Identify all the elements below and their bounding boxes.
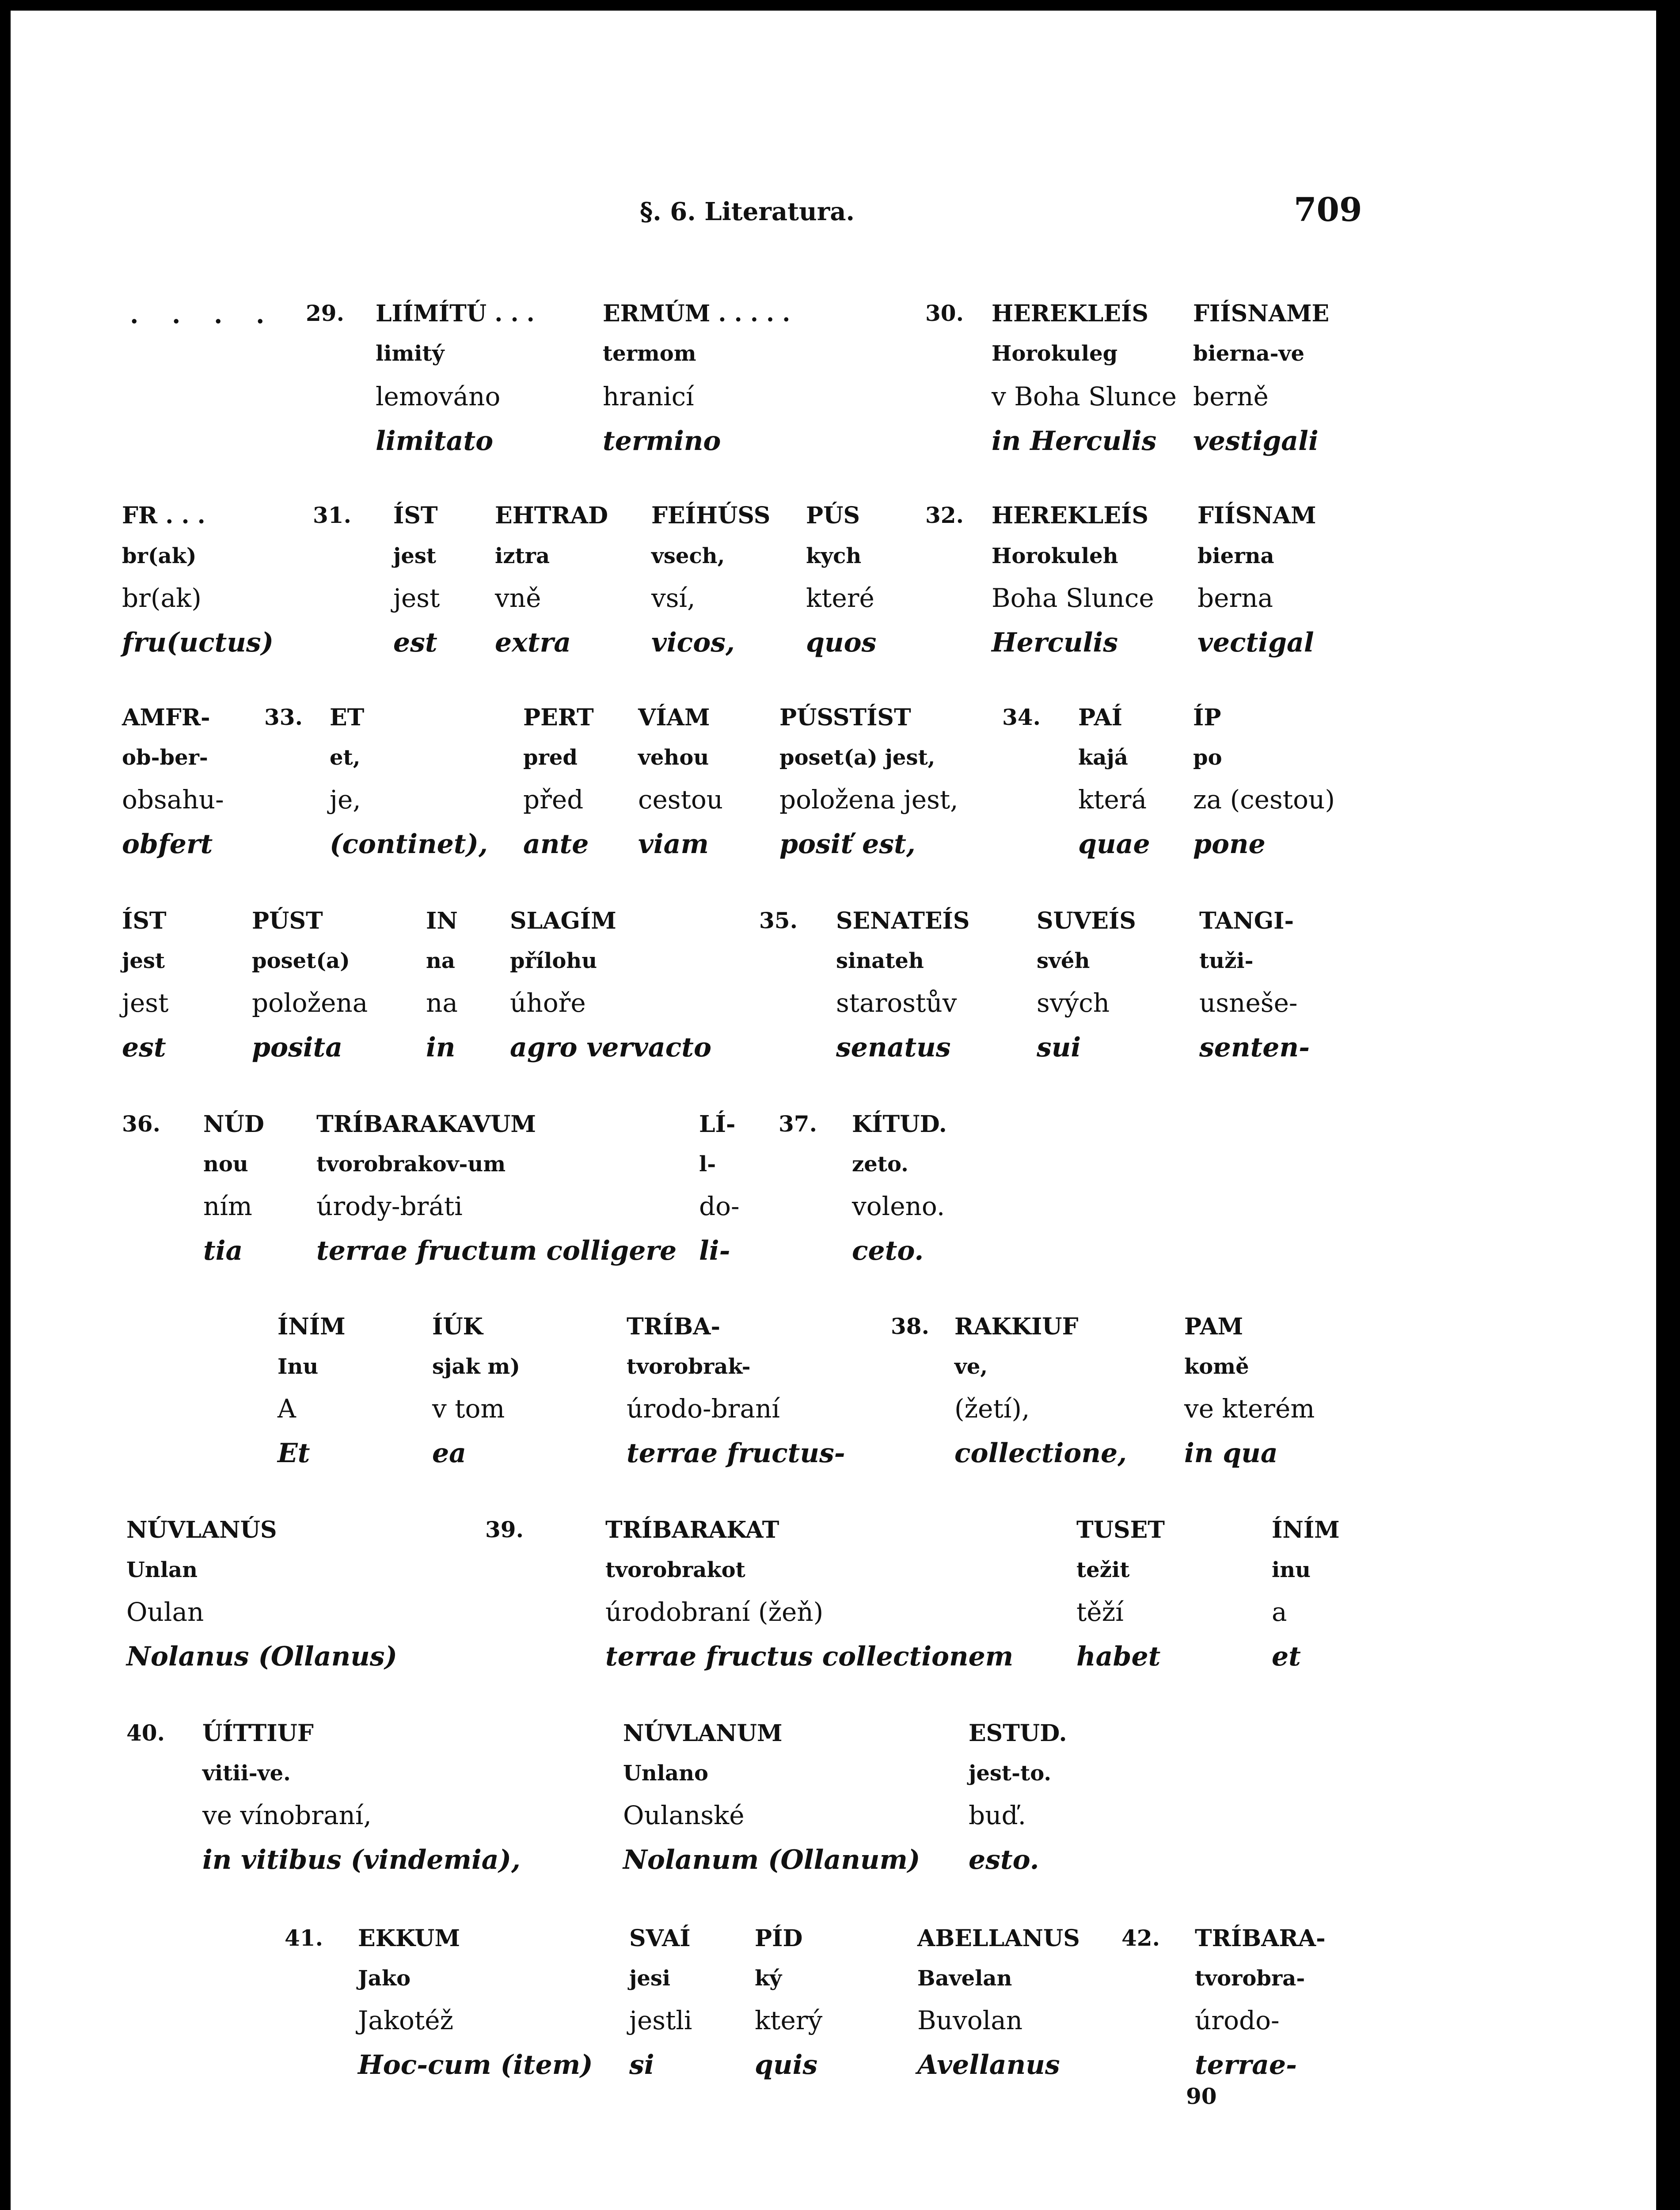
czech-translation: hranicí (603, 381, 694, 412)
oscan-word: LIÍMÍTÚ . . . (376, 300, 535, 327)
transliteration: tvorobrak- (627, 1354, 751, 1379)
transliteration: Unlan (126, 1558, 198, 1582)
oscan-word: ESTUD. (969, 1720, 1067, 1747)
oscan-word: IN (426, 907, 458, 934)
oscan-word: PÍD (755, 1925, 803, 1952)
transliteration: nou (203, 1152, 248, 1177)
oscan-word: TRÍBARAKAT (605, 1517, 779, 1543)
latin-translation: posita (252, 1032, 343, 1063)
czech-translation: br(ak) (122, 583, 201, 613)
czech-translation: ním (203, 1191, 252, 1221)
transliteration: bierna-ve (1193, 341, 1304, 366)
transliteration: jest (122, 949, 165, 973)
transliteration: Horokuleh (992, 544, 1118, 568)
latin-translation: in Herculis (992, 426, 1157, 457)
czech-translation: úrodo- (1195, 2005, 1280, 2035)
transliteration: komě (1184, 1354, 1249, 1379)
latin-translation: terrae fructus collectionem (605, 1641, 1014, 1672)
latin-translation: Avellanus (917, 2050, 1060, 2080)
section-number-30: 30. (925, 300, 964, 326)
czech-translation: úrody-bráti (316, 1191, 463, 1221)
transliteration: sjak m) (432, 1354, 520, 1379)
oscan-word: TRÍBARAKAVUM (316, 1111, 536, 1138)
latin-translation: Nolanus (Ollanus) (126, 1641, 397, 1672)
oscan-word: TRÍBA- (627, 1313, 721, 1340)
latin-translation: ea (432, 1438, 467, 1469)
oscan-word: ÍNÍM (277, 1313, 346, 1340)
transliteration: na (426, 949, 455, 973)
czech-translation: vsí, (651, 583, 696, 613)
oscan-word: TANGI- (1199, 907, 1294, 934)
transliteration: ký (755, 1966, 782, 1991)
oscan-word: ERMÚM . . . . . (603, 300, 791, 327)
oscan-word: RAKKIUF (954, 1313, 1079, 1340)
czech-translation: vně (495, 583, 541, 613)
latin-translation: tia (203, 1235, 243, 1266)
transliteration: jesi (629, 1966, 671, 1991)
czech-translation: těží (1076, 1597, 1124, 1627)
oscan-word: EKKUM (358, 1925, 460, 1952)
latin-translation: limitato (376, 426, 494, 457)
oscan-word: KÍTUD. (852, 1111, 947, 1138)
latin-translation: vestigali (1193, 426, 1319, 457)
oscan-word: ET (330, 704, 365, 731)
oscan-word: NÚD (203, 1111, 264, 1138)
transliteration: sinateh (836, 949, 924, 973)
transliteration: iztra (495, 544, 550, 568)
oscan-word: SENATEÍS (836, 907, 970, 934)
transliteration: vsech, (651, 544, 725, 568)
czech-translation: svých (1037, 988, 1110, 1018)
czech-translation: starostův (836, 988, 957, 1018)
oscan-word: ÍST (122, 907, 167, 934)
czech-translation: obsahu- (122, 785, 224, 815)
transliteration: Jako (358, 1966, 411, 1991)
ellipsis: . . . . (130, 300, 277, 329)
oscan-word: ABELLANUS (917, 1925, 1080, 1952)
section-number-39: 39. (485, 1517, 524, 1543)
czech-translation: je, (330, 785, 361, 815)
latin-translation: posiť est, (779, 829, 916, 860)
oscan-word: SVAÍ (629, 1925, 691, 1952)
czech-translation: A (277, 1394, 296, 1424)
oscan-word: EHTRAD (495, 502, 608, 529)
transliteration: Unlano (623, 1761, 709, 1786)
transliteration: svéh (1037, 949, 1090, 973)
transliteration: kych (806, 544, 862, 568)
transliteration: jest-to. (969, 1761, 1052, 1786)
latin-translation: in (426, 1032, 456, 1063)
latin-translation: terrae fructum colligere (316, 1235, 677, 1266)
oscan-word: AMFR- (122, 704, 210, 731)
transliteration: tvorobrakov-um (316, 1152, 506, 1177)
latin-translation: senten- (1199, 1032, 1310, 1063)
oscan-word: FEÍHÚSS (651, 502, 771, 529)
oscan-word: PÚS (806, 502, 860, 529)
latin-translation: quos (806, 627, 877, 658)
transliteration: poset(a) (252, 949, 350, 973)
latin-translation: collectione, (954, 1438, 1127, 1469)
transliteration: limitý (376, 341, 445, 366)
czech-translation: Boha Slunce (992, 583, 1154, 613)
oscan-word: NÚVLANUM (623, 1720, 783, 1747)
czech-translation: položena (252, 988, 368, 1018)
latin-translation: fru(uctus) (122, 627, 274, 658)
latin-translation: senatus (836, 1032, 951, 1063)
transliteration: Bavelan (917, 1966, 1012, 1991)
section-number-40: 40. (126, 1720, 165, 1746)
latin-translation: si (629, 2050, 654, 2080)
oscan-word: FIÍSNAME (1193, 300, 1330, 327)
oscan-word: ÍNÍM (1272, 1517, 1340, 1543)
transliteration: vitii-ve. (202, 1761, 291, 1786)
transliteration: zeto. (852, 1152, 908, 1177)
transliteration: ve, (954, 1354, 988, 1379)
czech-translation: které (806, 583, 874, 613)
oscan-word: ÚÍTTIUF (202, 1720, 314, 1747)
czech-translation: jest (393, 583, 440, 613)
latin-translation: est (122, 1032, 166, 1063)
section-number-37: 37. (779, 1111, 817, 1137)
transliteration: kajá (1078, 745, 1128, 770)
latin-translation: ante (523, 829, 589, 860)
latin-translation: terrae- (1195, 2050, 1297, 2080)
czech-translation: buď. (969, 1800, 1026, 1830)
transliteration: inu (1272, 1558, 1311, 1582)
latin-translation: quae (1078, 829, 1150, 860)
czech-translation: ve vínobraní, (202, 1800, 372, 1830)
transliteration: pred (523, 745, 578, 770)
oscan-word: ÍÚK (432, 1313, 483, 1340)
czech-translation: který (755, 2005, 823, 2035)
oscan-word: FR . . . (122, 502, 205, 529)
latin-translation: pone (1193, 829, 1266, 860)
transliteration: tuži- (1199, 949, 1254, 973)
transliteration: Horokuleg (992, 341, 1118, 366)
transliteration: et, (330, 745, 361, 770)
section-number-31: 31. (313, 502, 351, 528)
section-number-32: 32. (925, 502, 964, 528)
czech-translation: usneše- (1199, 988, 1298, 1018)
transliteration: po (1193, 745, 1222, 770)
section-number-36: 36. (122, 1111, 160, 1137)
czech-translation: (žetí), (954, 1394, 1030, 1424)
oscan-word: TUSET (1076, 1517, 1165, 1543)
oscan-word: HEREKLEÍS (992, 502, 1148, 529)
czech-translation: úrodo-braní (627, 1394, 780, 1424)
czech-translation: položena jest, (779, 785, 958, 815)
latin-translation: ceto. (852, 1235, 924, 1266)
section-number-41: 41. (285, 1925, 323, 1951)
latin-translation: quis (755, 2050, 818, 2080)
latin-translation: sui (1037, 1032, 1081, 1063)
latin-translation: vectigal (1197, 627, 1314, 658)
czech-translation: která (1078, 785, 1147, 815)
czech-translation: úhoře (510, 988, 586, 1018)
oscan-word: PÚSSTÍST (779, 704, 911, 731)
latin-translation: Nolanum (Ollanum) (623, 1844, 920, 1875)
latin-translation: in vitibus (vindemia), (202, 1844, 521, 1875)
czech-translation: a (1272, 1597, 1287, 1627)
latin-translation: habet (1076, 1641, 1161, 1672)
oscan-word: FIÍSNAM (1197, 502, 1316, 529)
czech-translation: Jakotéž (358, 2005, 454, 2035)
oscan-word: SLAGÍM (510, 907, 616, 934)
latin-translation: et (1272, 1641, 1301, 1672)
latin-translation: termino (603, 426, 721, 457)
transliteration: br(ak) (122, 544, 197, 568)
latin-translation: vicos, (651, 627, 735, 658)
czech-translation: úrodobraní (žeň) (605, 1597, 824, 1627)
czech-translation: do- (699, 1191, 740, 1221)
transliteration: termom (603, 341, 696, 366)
section-number-42: 42. (1121, 1925, 1160, 1951)
section-number-29: 29. (306, 300, 344, 326)
czech-translation: berně (1193, 381, 1269, 412)
latin-translation: li- (699, 1235, 730, 1266)
czech-translation: v Boha Slunce (992, 381, 1177, 412)
czech-translation: na (426, 988, 458, 1018)
oscan-word: PÚST (252, 907, 323, 934)
czech-translation: cestou (638, 785, 723, 815)
transliteration: poset(a) jest, (779, 745, 935, 770)
section-number-35: 35. (759, 907, 798, 934)
latin-translation: esto. (969, 1844, 1039, 1875)
latin-translation: in qua (1184, 1438, 1278, 1469)
oscan-word: LÍ- (699, 1111, 736, 1138)
latin-translation: Herculis (992, 627, 1118, 658)
czech-translation: před (523, 785, 584, 815)
transliteration: tvorobrakot (605, 1558, 745, 1582)
czech-translation: ve kterém (1184, 1394, 1315, 1424)
czech-translation: Oulanské (623, 1800, 745, 1830)
latin-translation: viam (638, 829, 709, 860)
czech-translation: za (cestou) (1193, 785, 1335, 815)
latin-translation: est (393, 627, 437, 658)
latin-translation: Hoc-cum (item) (358, 2050, 593, 2080)
transliteration: tvorobra- (1195, 1966, 1305, 1991)
transliteration: Inu (277, 1354, 319, 1379)
czech-translation: jest (122, 988, 169, 1018)
oscan-word: VÍAM (638, 704, 710, 731)
czech-translation: v tom (432, 1394, 505, 1424)
section-number-33: 33. (264, 704, 303, 730)
page-number: 709 (1294, 191, 1362, 229)
oscan-word: SUVEÍS (1037, 907, 1136, 934)
oscan-word: ÍP (1193, 704, 1221, 731)
oscan-word: PAÍ (1078, 704, 1122, 731)
transliteration: jest (393, 544, 437, 568)
czech-translation: voleno. (852, 1191, 945, 1221)
latin-translation: (continet), (330, 829, 488, 860)
czech-translation: berna (1197, 583, 1273, 613)
book-page (11, 11, 1656, 2210)
transliteration: l- (699, 1152, 716, 1177)
oscan-word: NÚVLANÚS (126, 1517, 277, 1543)
printer-signature: 90 (1186, 2083, 1217, 2109)
czech-translation: jestli (629, 2005, 692, 2035)
oscan-word: HEREKLEÍS (992, 300, 1148, 327)
transliteration: bierna (1197, 544, 1274, 568)
transliteration: vehou (638, 745, 709, 770)
transliteration: težit (1076, 1558, 1130, 1582)
section-number-38: 38. (891, 1313, 929, 1339)
oscan-word: PERT (523, 704, 594, 731)
oscan-word: TRÍBARA- (1195, 1925, 1326, 1952)
section-number-34: 34. (1002, 704, 1041, 730)
transliteration: přílohu (510, 949, 597, 973)
latin-translation: terrae fructus- (627, 1438, 845, 1469)
running-title: §. 6. Literatura. (640, 197, 855, 226)
czech-translation: lemováno (376, 381, 501, 412)
czech-translation: Buvolan (917, 2005, 1023, 2035)
latin-translation: obfert (122, 829, 213, 860)
transliteration: ob-ber- (122, 745, 208, 770)
latin-translation: extra (495, 627, 571, 658)
oscan-word: PAM (1184, 1313, 1243, 1340)
latin-translation: agro vervacto (510, 1032, 712, 1063)
czech-translation: Oulan (126, 1597, 204, 1627)
oscan-word: ÍST (393, 502, 438, 529)
latin-translation: Et (277, 1438, 310, 1469)
